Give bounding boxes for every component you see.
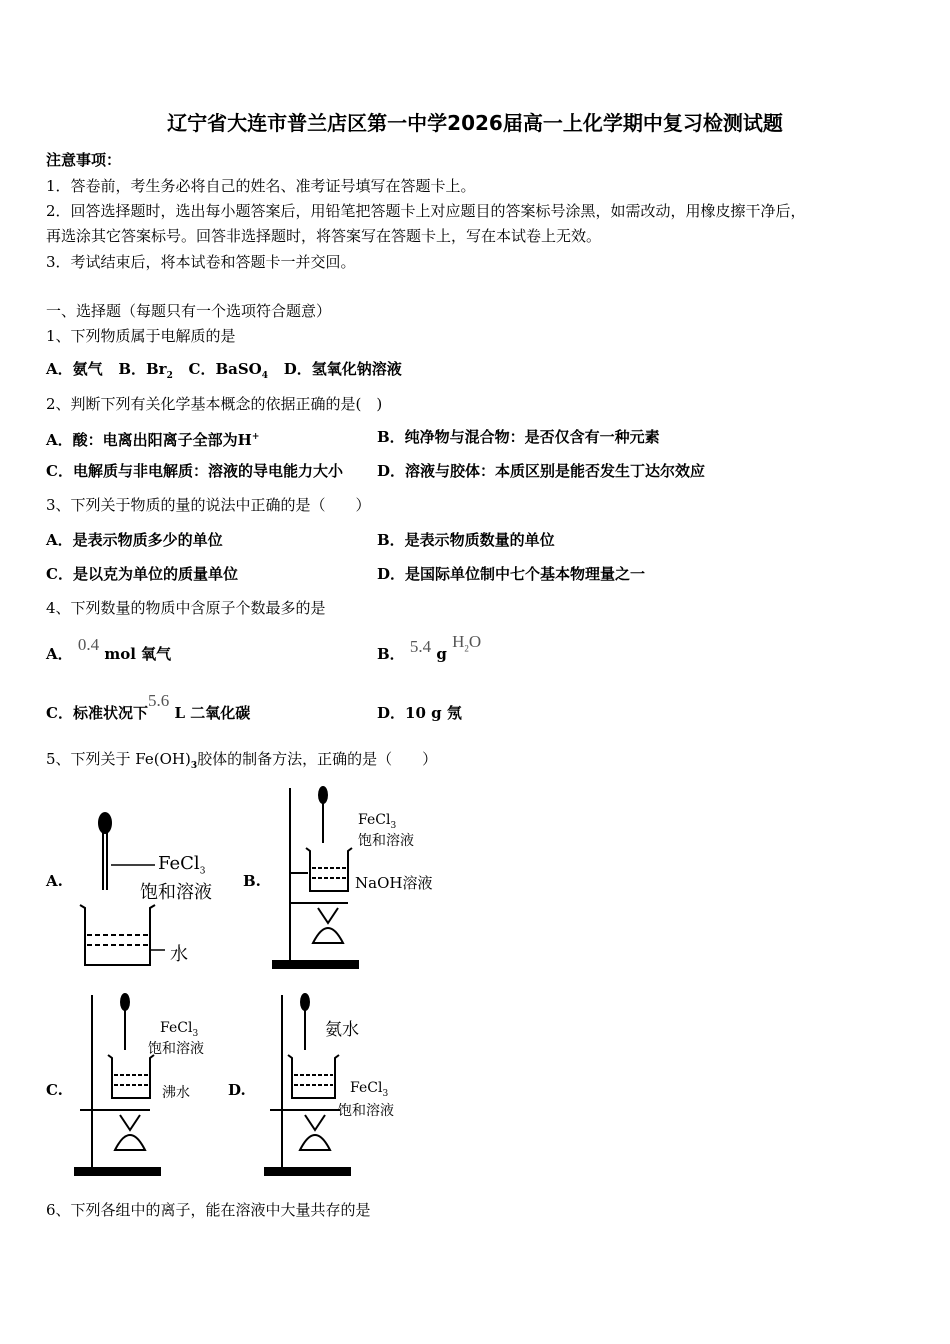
q5-stem-pre: 5、下列关于 Fe(OH) xyxy=(46,750,191,768)
q3-option-d: D．是国际单位制中七个基本物理量之一 xyxy=(377,565,646,583)
c-r2: 3 xyxy=(192,1028,199,1039)
q4-c-num: 5.6 xyxy=(147,691,170,710)
apparatus-b-diagram xyxy=(268,783,368,973)
apparatus-c-diagram xyxy=(70,990,170,1180)
notice-item: 1．答卷前，考生务必将自己的姓名、准考证号填写在答题卡上。 xyxy=(46,177,476,195)
q1-option-d: D．氢氧化钠溶液 xyxy=(283,360,402,378)
apparatus-c-beaker: 沸水 xyxy=(162,1085,190,1101)
q3-option-c: C．是以克为单位的质量单位 xyxy=(46,565,238,583)
q1-c-text: C．BaSO xyxy=(188,360,262,378)
notice-item: 再选涂其它答案标号。回答非选择题时，将答案写在答题卡上，写在本试卷上无效。 xyxy=(46,227,602,245)
a-r1: FeCl xyxy=(158,853,200,874)
q2-option-d: D．溶液与胶体：本质区别是能否发生丁达尔效应 xyxy=(377,462,706,480)
q5-stem-sub: 3 xyxy=(190,761,198,771)
apparatus-d-beaker2: 饱和溶液 xyxy=(338,1103,394,1119)
q1-c-sub: 4 xyxy=(261,371,269,381)
q5-option-a-label: A. xyxy=(46,872,63,890)
q4-b-f2: 2 xyxy=(464,643,469,654)
q2-option-c: C．电解质与非电解质：溶液的导电能力大小 xyxy=(46,462,343,480)
q4-a-num: 0.4 xyxy=(77,635,100,654)
apparatus-d-beaker xyxy=(350,1080,388,1099)
q5-option-c-label: C. xyxy=(46,1081,63,1099)
q4-option-b xyxy=(377,632,482,670)
q3-stem: 3、下列关于物质的量的说法中正确的是（ ） xyxy=(46,496,371,514)
q4-stem: 4、下列数量的物质中含原子个数最多的是 xyxy=(46,599,326,617)
q5-option-b-label: B. xyxy=(243,872,261,890)
c-r1: FeCl xyxy=(160,1020,193,1036)
notice-item: 3．考试结束后，将本试卷和答题卡一并交回。 xyxy=(46,253,356,271)
q2-stem: 2、判断下列有关化学基本概念的依据正确的是( ) xyxy=(46,395,383,413)
q5-option-d-label: D. xyxy=(228,1081,246,1099)
q2-a-sup: + xyxy=(251,432,260,442)
d-b1: FeCl xyxy=(350,1080,383,1096)
page-title: 辽宁省大连市普兰店区第一中学2026届高一上化学期中复习检测试题 xyxy=(167,111,783,135)
apparatus-c-reagent2: 饱和溶液 xyxy=(148,1041,204,1057)
q4-c-rest: L 二氧化碳 xyxy=(174,704,251,722)
apparatus-b-reagent2: 饱和溶液 xyxy=(358,833,414,849)
a-r2: 3 xyxy=(199,866,206,877)
q2-a-text: A．酸：电离出阳离子全部为H xyxy=(46,431,252,449)
q4-a-label: A． xyxy=(46,645,73,663)
apparatus-b-beaker: NaOH溶液 xyxy=(355,874,433,892)
q4-b-formula xyxy=(452,632,482,654)
notice-item: 2．回答选择题时，选出每小题答案后，用铅笔把答题卡上对应题目的答案标号涂黑，如需改动，用橡皮擦干净后， xyxy=(46,202,806,220)
apparatus-a-reagent xyxy=(158,853,205,877)
section-heading: 一、选择题（每题只有一个选项符合题意） xyxy=(46,302,332,320)
apparatus-b-reagent xyxy=(358,812,396,831)
q2-option-b: B．纯净物与混合物：是否仅含有一种元素 xyxy=(377,428,660,446)
q1-b-sub: 2 xyxy=(166,371,173,381)
d-b2: 3 xyxy=(382,1088,389,1099)
apparatus-d-reagent: 氨水 xyxy=(325,1020,359,1040)
apparatus-c-reagent xyxy=(160,1020,198,1039)
q1-stem: 1、下列物质属于电解质的是 xyxy=(46,327,236,345)
q5-stem xyxy=(46,749,437,776)
q4-option-d: D．10 g 氖 xyxy=(377,704,462,722)
q4-a-rest: mol 氧气 xyxy=(104,645,172,663)
notice-heading: 注意事项： xyxy=(46,151,122,169)
b-r2: 3 xyxy=(390,820,397,831)
q4-b-unit: g xyxy=(436,645,447,663)
q3-option-a: A．是表示物质多少的单位 xyxy=(46,531,223,549)
q1-option-c xyxy=(188,360,269,381)
q4-b-label: B． xyxy=(377,645,405,663)
q5-stem-post: 胶体的制备方法，正确的是（ ） xyxy=(197,750,438,768)
q2-option-a xyxy=(46,427,259,450)
apparatus-a-reagent2: 饱和溶液 xyxy=(140,882,212,903)
q4-option-c xyxy=(46,691,251,723)
q3-option-b: B．是表示物质数量的单位 xyxy=(377,531,555,549)
q4-c-label: C．标准状况下 xyxy=(46,704,148,722)
q1-options xyxy=(46,359,402,386)
q4-option-a xyxy=(46,635,172,664)
q6-stem: 6、下列各组中的离子，能在溶液中大量共存的是 xyxy=(46,1201,371,1219)
q1-option-b xyxy=(118,360,173,381)
apparatus-a-beaker: 水 xyxy=(170,944,188,965)
b-r1: FeCl xyxy=(358,812,391,828)
q4-b-num: 5.4 xyxy=(409,637,432,656)
q1-b-text: B．Br xyxy=(118,360,167,378)
q4-b-f1: H xyxy=(452,632,465,651)
q4-b-f3: O xyxy=(468,632,482,651)
q1-option-a: A．氨气 xyxy=(46,360,103,378)
